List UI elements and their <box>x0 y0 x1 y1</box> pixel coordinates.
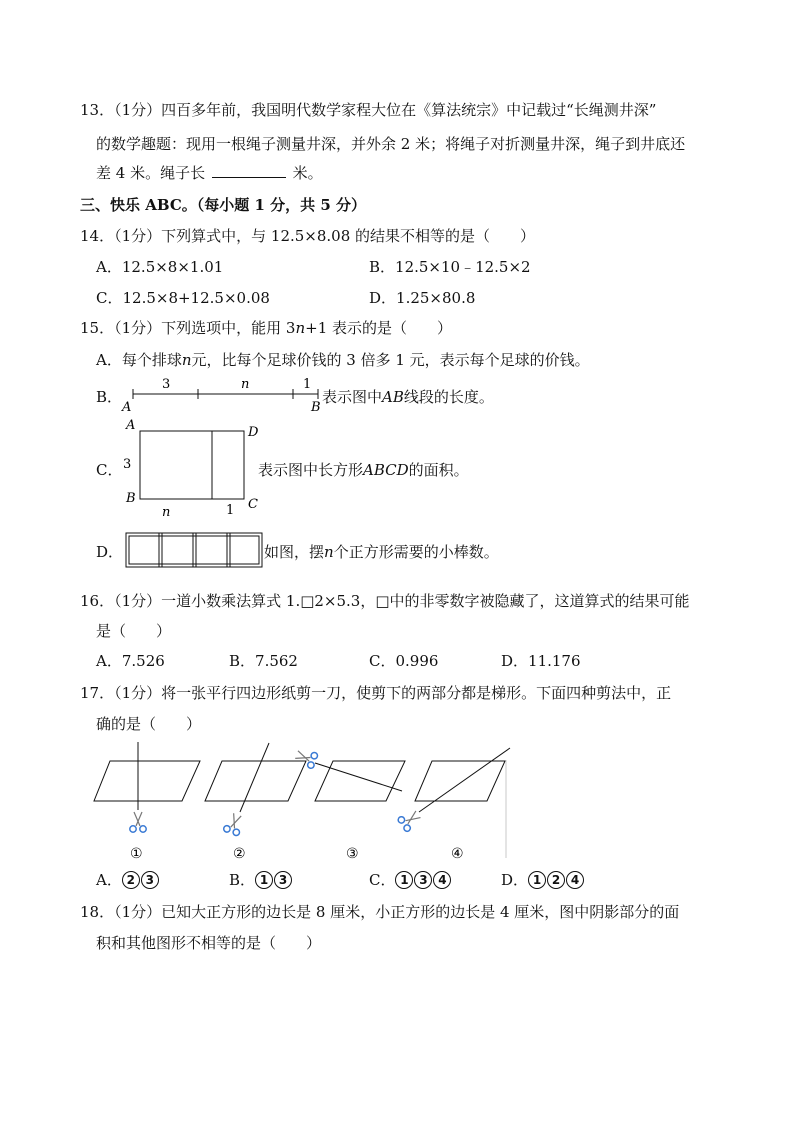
q17-a-label: A． <box>96 871 122 889</box>
circled-number: 4 <box>433 871 451 889</box>
q15-c-text-pre: 表示图中长方形 <box>258 461 364 479</box>
q18-line2: 积和其他图形不相等的是（ ） <box>96 934 322 952</box>
segment-label-3: 3 <box>162 377 171 392</box>
circled-number: 4 <box>566 871 584 889</box>
q15-b-text-var: AB <box>382 388 404 406</box>
q17-c-label: C． <box>369 871 396 889</box>
circled-number: 2 <box>122 871 140 889</box>
q17-line2: 确的是（ ） <box>96 715 202 733</box>
q17-b-label: B． <box>229 871 256 889</box>
q16-option-d[interactable]: D．11.176 <box>501 652 581 670</box>
bottom-label-1: 1 <box>226 503 235 518</box>
q17-option-b[interactable] <box>229 870 293 890</box>
squares-inner <box>129 536 259 564</box>
figure-label-3: ③ <box>346 846 359 862</box>
q18-line1: 18．（1分）已知大正方形的边长是 8 厘米，小正方形的边长是 4 厘米，图中阴影部分的面 <box>80 903 680 921</box>
q15-c-text-var: ABCD <box>363 461 409 479</box>
q14-option-c[interactable]: C．12.5×8+12.5×0.08 <box>96 289 270 307</box>
q16-option-a[interactable]: A．7.526 <box>96 652 165 670</box>
point-a-label: A <box>122 400 132 415</box>
q13-line1: 13．（1分）四百多年前，我国明代数学家程大位在《算法统宗》中记载过“长绳测井深” <box>80 101 657 119</box>
q15-a-pre: A．每个排球 <box>96 351 182 369</box>
answer-blank[interactable] <box>212 163 286 178</box>
q15-stem-post: +1 表示的是（ ） <box>305 319 453 337</box>
q17-option-d[interactable] <box>501 870 585 890</box>
q15-option-d-text <box>264 542 499 562</box>
circled-number: 1 <box>528 871 546 889</box>
q15-option-b-label[interactable]: B． <box>96 388 123 406</box>
q15-b-text-pre: 表示图中 <box>322 388 383 406</box>
q15-d-text-pre: 如图，摆 <box>264 543 325 561</box>
rectangle-abcd <box>140 431 244 499</box>
circled-number: 3 <box>414 871 432 889</box>
rectangle-diagram <box>118 416 263 520</box>
q16-option-b[interactable]: B．7.562 <box>229 652 298 670</box>
side-label-3: 3 <box>123 457 132 472</box>
q16-line2: 是（ ） <box>96 622 172 640</box>
q16-line1: 16．（1分）一道小数乘法算式 1.□2×5.3，□中的非零数字被隐藏了，这道算式的结果可能 <box>80 592 690 610</box>
parallelogram-4 <box>415 761 505 801</box>
vertex-d-label: D <box>248 425 259 440</box>
q13-line3 <box>96 163 323 183</box>
circled-number: 3 <box>274 871 292 889</box>
figure-label-1: ① <box>130 846 143 862</box>
squares-outer <box>126 533 262 567</box>
parallelogram-cuts-figure <box>92 740 514 864</box>
figure-label-4: ④ <box>451 846 464 862</box>
cut-line-3 <box>315 763 402 791</box>
q17-option-c[interactable] <box>369 870 452 890</box>
vertex-b-label: B <box>126 491 136 506</box>
q13-line2: 的数学趣题：现用一根绳子测量井深，并外余 2 米；将绳子对折测量井深，绳子到井底还 <box>96 135 686 153</box>
vertex-c-label: C <box>248 497 258 512</box>
q15-option-d-label[interactable]: D． <box>96 543 124 561</box>
cut-line-2 <box>240 743 269 812</box>
scissors-icon <box>294 747 319 769</box>
q15-a-post: 元，比每个足球价钱的 3 倍多 1 元，表示每个足球的价钱。 <box>191 351 590 369</box>
scissors-icon <box>397 808 423 833</box>
q14-option-b[interactable]: B．12.5×10﹣12.5×2 <box>369 258 531 276</box>
q15-c-text-post: 的面积。 <box>408 461 469 479</box>
circled-number: 1 <box>255 871 273 889</box>
q15-stem <box>80 318 452 338</box>
vertex-a-label: A <box>126 418 136 433</box>
q14-stem: 14．（1分）下列算式中，与 12.5×8.08 的结果不相等的是（ ） <box>80 227 536 245</box>
matchstick-squares-diagram <box>123 530 263 570</box>
q17-line1: 17．（1分）将一张平行四边形纸剪一刀，使剪下的两部分都是梯形。下面四种剪法中，正 <box>80 684 672 702</box>
segment-label-1: 1 <box>303 377 312 392</box>
q15-option-a[interactable] <box>96 350 590 370</box>
q16-option-c[interactable]: C．0.996 <box>369 652 439 670</box>
q15-option-c-label[interactable]: C． <box>96 461 123 479</box>
figure-label-2: ② <box>233 846 246 862</box>
q15-a-var: n <box>181 351 192 369</box>
q13-line3-pre: 差 4 米。绳子长 <box>96 164 206 182</box>
scissors-icon <box>223 812 245 837</box>
q17-option-a[interactable] <box>96 870 160 890</box>
q14-option-a[interactable]: A．12.5×8×1.01 <box>96 258 224 276</box>
q17-d-label: D． <box>501 871 529 889</box>
q14-option-d[interactable]: D．1.25×80.8 <box>369 289 476 307</box>
segment-diagram <box>118 376 328 416</box>
parallelogram-1 <box>94 761 200 801</box>
circled-number: 2 <box>547 871 565 889</box>
q15-option-c-text <box>258 460 469 480</box>
circled-number: 3 <box>141 871 159 889</box>
scissors-icon <box>130 812 146 832</box>
q15-d-text-var: n <box>324 543 334 561</box>
q15-stem-pre: 15．（1分）下列选项中，能用 3 <box>80 319 296 337</box>
q13-line3-post: 米。 <box>292 164 323 182</box>
q15-option-b-text <box>322 387 494 407</box>
section-title: 三、快乐 ABC。（每小题 1 分，共 5 分） <box>80 196 367 214</box>
parallelogram-2 <box>205 761 306 801</box>
q15-b-text-post: 线段的长度。 <box>403 388 494 406</box>
q15-stem-var: n <box>295 319 306 337</box>
circled-number: 1 <box>395 871 413 889</box>
point-b-label: B <box>311 400 321 415</box>
segment-label-n: n <box>241 377 250 392</box>
bottom-label-n: n <box>162 505 171 520</box>
q15-d-text-post: 个正方形需要的小棒数。 <box>333 543 499 561</box>
